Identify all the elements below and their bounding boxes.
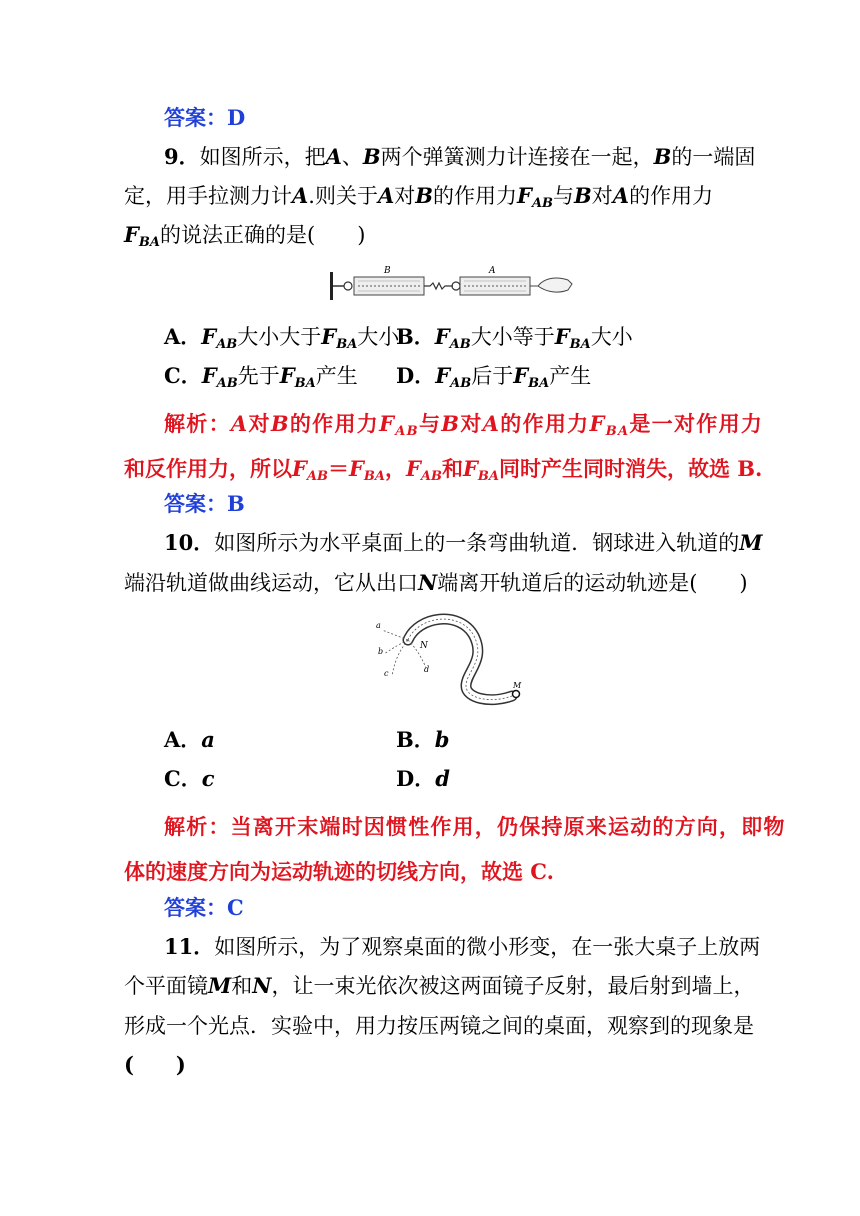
q9-line-2: 定，用手拉测力计A.则关于A对B的作用力$F_{AB}$与B对A的作用力: [124, 183, 714, 211]
q11-line-2: 个平面镜M和N，让一束光依次被这两面镜子反射，最后射到墙上，: [124, 973, 755, 998]
q11-line-4: ( ): [124, 1052, 186, 1077]
q10-answer: 答案：C: [164, 895, 244, 920]
q9-option-d: D．$F_{AB}$后于$F_{BA}$产生: [396, 363, 592, 391]
label-m: M: [513, 681, 522, 690]
scale-a: [460, 277, 530, 295]
q9-answer: 答案：B: [164, 491, 245, 516]
hand-icon: [530, 278, 572, 292]
q10-solution-line-2: 体的速度方向为运动轨迹的切线方向，故选 C.: [124, 859, 554, 884]
q10-option-d: D．d: [396, 766, 450, 791]
q10-solution-line-1: 解析：当离开末端时因惯性作用，仍保持原来运动的方向，即物: [164, 814, 786, 839]
path-c: [392, 640, 408, 676]
curved-track-figure: [370, 606, 540, 712]
q10-option-c: C．c: [164, 766, 215, 791]
spring-scale-figure: [326, 262, 574, 304]
scale-b: [354, 277, 424, 295]
q10-line-2: 端沿轨道做曲线运动，它从出口N端离开轨道后的运动轨迹是( ): [124, 570, 748, 595]
label-c: c: [384, 669, 389, 678]
q11-line-1: 11．如图所示，为了观察桌面的微小形变，在一张大桌子上放两: [164, 934, 761, 959]
q11-line-3: 形成一个光点．实验中，用力按压两镜之间的桌面，观察到的现象是: [124, 1014, 754, 1038]
track-outer: [408, 619, 512, 700]
q9-option-b: B．$F_{AB}$大小等于$F_{BA}$大小: [396, 324, 633, 352]
q10-option-b: B．b: [396, 727, 450, 752]
q10-line-1: 10．如图所示为水平桌面上的一条弯曲轨道．钢球进入轨道的M: [164, 530, 763, 555]
q9-option-a: A．$F_{AB}$大小大于$F_{BA}$大小: [164, 324, 400, 352]
label-d: d: [424, 665, 430, 674]
label-n: N: [420, 641, 428, 651]
q9-solution-line-2: 和反作用力，所以$F_{AB}=F_{BA}$，$F_{AB}$和$F_{BA}$同时产生同时消失，故选 B.: [124, 456, 763, 484]
q9-line-1: 9．如图所示，把A、B两个弹簧测力计连接在一起，B的一端固: [164, 144, 756, 169]
q9-option-c: C．$F_{AB}$先于$F_{BA}$产生: [164, 363, 358, 391]
steel-ball: [513, 691, 520, 698]
label-a: A: [489, 266, 496, 276]
q9-solution-line-1: 解析：A对B的作用力$F_{AB}$与B对A的作用力$F_{BA}$是一对作用力: [164, 411, 764, 439]
label-a: a: [376, 621, 381, 630]
fixed-wall: [330, 272, 333, 300]
previous-answer: 答案：D: [164, 105, 246, 130]
q9-line-3: $F_{BA}$的说法正确的是( ): [124, 222, 366, 250]
q10-option-a: A．a: [164, 727, 215, 752]
path-a: [382, 630, 408, 640]
label-b: b: [378, 647, 384, 656]
label-b: B: [384, 266, 391, 276]
